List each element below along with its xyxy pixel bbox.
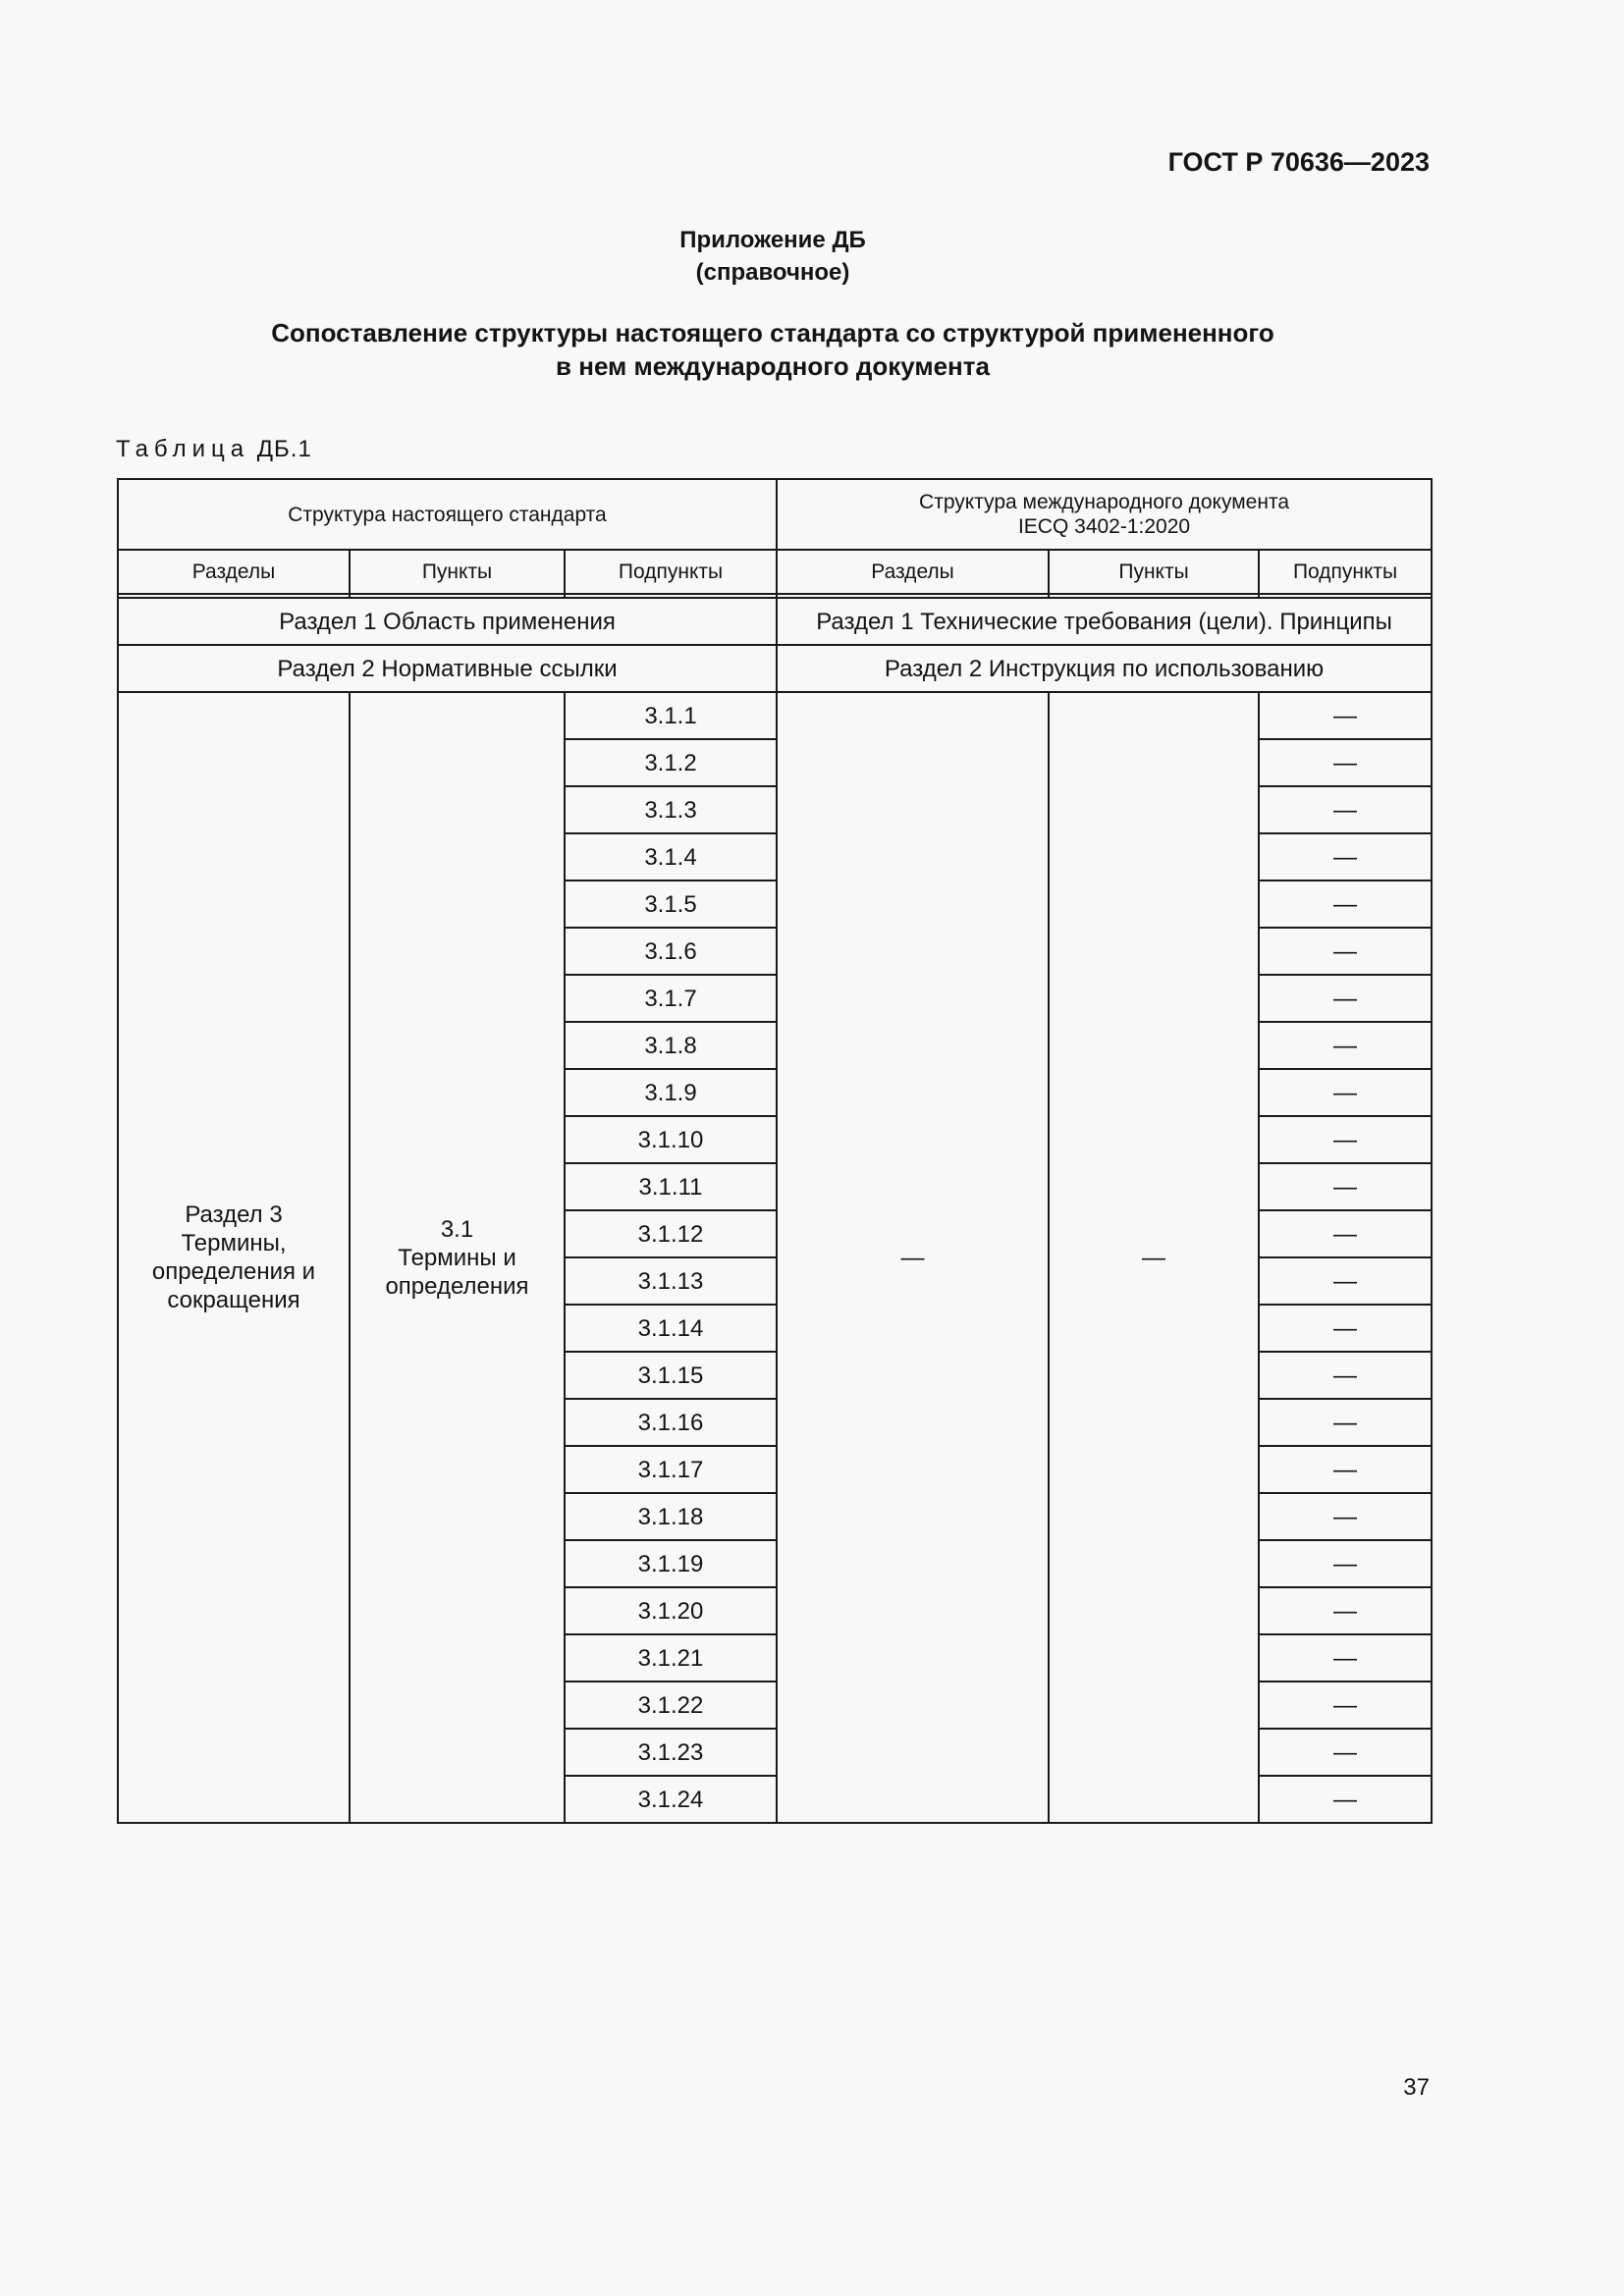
subclause-number: 3.1.19 [565, 1540, 777, 1587]
group-header-international-line-2: IECQ 3402-1:2020 [1017, 515, 1191, 538]
section-cell-international: Раздел 1 Технические требования (цели). Принципы [777, 598, 1432, 645]
group-header-international [777, 479, 1432, 550]
column-header: Подпункты [1259, 550, 1432, 594]
table-caption-word: Таблица [116, 436, 250, 462]
subclause-number: 3.1.7 [565, 975, 777, 1022]
subclause-number: 3.1.24 [565, 1776, 777, 1823]
subclause-number: 3.1.10 [565, 1116, 777, 1163]
intl-subclause-cell: — [1259, 1540, 1432, 1587]
page-number: 37 [1403, 2074, 1430, 2101]
clause-3-1-line: Термины и [398, 1244, 516, 1271]
section-row [118, 598, 1432, 645]
column-header: Пункты [350, 550, 565, 594]
subclause-number: 3.1.8 [565, 1022, 777, 1069]
structure-comparison-table [117, 478, 1433, 1824]
intl-section-cell [777, 692, 1049, 1823]
intl-subclause-cell: — [1259, 1587, 1432, 1634]
subclause-number: 3.1.13 [565, 1257, 777, 1305]
column-header: Разделы [777, 550, 1049, 594]
subclause-number: 3.1.15 [565, 1352, 777, 1399]
subclause-number: 3.1.2 [565, 739, 777, 786]
intl-subclause-cell: — [1259, 1399, 1432, 1446]
table-caption [116, 436, 312, 463]
section-3-line: Раздел 3 [185, 1201, 283, 1228]
intl-subclause-cell: — [1259, 1682, 1432, 1729]
intl-subclause-cell: — [1259, 1163, 1432, 1210]
subclause-number: 3.1.22 [565, 1682, 777, 1729]
intl-section-dash: — [900, 1244, 925, 1271]
subclause-number: 3.1.18 [565, 1493, 777, 1540]
intl-subclause-cell: — [1259, 833, 1432, 881]
subclause-number: 3.1.4 [565, 833, 777, 881]
clause-3-1-cell [350, 692, 565, 1823]
subclause-row [118, 692, 1432, 739]
intl-clause-cell [1049, 692, 1259, 1823]
subclause-number: 3.1.21 [565, 1634, 777, 1682]
intl-subclause-cell: — [1259, 1446, 1432, 1493]
subclause-number: 3.1.20 [565, 1587, 777, 1634]
document-code: ГОСТ Р 70636—2023 [1167, 147, 1430, 177]
intl-subclause-cell: — [1259, 1729, 1432, 1776]
subclause-number: 3.1.16 [565, 1399, 777, 1446]
intl-subclause-cell: — [1259, 1069, 1432, 1116]
intl-subclause-cell: — [1259, 1352, 1432, 1399]
subclause-number: 3.1.9 [565, 1069, 777, 1116]
column-header-row [118, 550, 1432, 594]
clause-3-1-line: 3.1 [440, 1215, 474, 1243]
section-3-line: сокращения [167, 1287, 300, 1313]
intl-subclause-cell: — [1259, 928, 1432, 975]
clause-3-1-line: определения [385, 1272, 529, 1300]
intl-subclause-cell: — [1259, 1493, 1432, 1540]
intl-subclause-cell: — [1259, 1210, 1432, 1257]
intl-subclause-cell: — [1259, 1305, 1432, 1352]
intl-subclause-cell: — [1259, 692, 1432, 739]
intl-subclause-cell: — [1259, 786, 1432, 833]
subclause-number: 3.1.3 [565, 786, 777, 833]
intl-subclause-cell: — [1259, 1257, 1432, 1305]
intl-subclause-cell: — [1259, 1776, 1432, 1823]
subclause-number: 3.1.17 [565, 1446, 777, 1493]
title-line-1: Сопоставление структуры настоящего стандарта со структурой примененного [271, 318, 1274, 347]
subclause-number: 3.1.12 [565, 1210, 777, 1257]
intl-subclause-cell: — [1259, 881, 1432, 928]
intl-subclause-cell: — [1259, 1116, 1432, 1163]
group-header-national: Структура настоящего стандарта [118, 479, 777, 550]
section-cell-national: Раздел 2 Нормативные ссылки [118, 645, 777, 692]
subclause-number: 3.1.1 [565, 692, 777, 739]
table-caption-number: ДБ.1 [256, 436, 312, 462]
subclause-number: 3.1.14 [565, 1305, 777, 1352]
section-3-cell [118, 692, 350, 1823]
annex-heading [0, 224, 1545, 289]
column-header: Пункты [1049, 550, 1259, 594]
section-row [118, 645, 1432, 692]
title-line-2: в нем международного документа [556, 351, 990, 381]
intl-subclause-cell: — [1259, 1634, 1432, 1682]
subclause-number: 3.1.6 [565, 928, 777, 975]
intl-clause-dash: — [1142, 1244, 1166, 1271]
annex-title: Приложение ДБ [679, 227, 866, 253]
column-header: Разделы [118, 550, 350, 594]
subclause-number: 3.1.5 [565, 881, 777, 928]
document-title [0, 316, 1545, 383]
section-cell-international: Раздел 2 Инструкция по использованию [777, 645, 1432, 692]
column-header: Подпункты [565, 550, 777, 594]
intl-subclause-cell: — [1259, 975, 1432, 1022]
intl-subclause-cell: — [1259, 1022, 1432, 1069]
subclause-number: 3.1.11 [565, 1163, 777, 1210]
annex-subtitle: (справочное) [695, 259, 850, 286]
section-3-line: определения и [151, 1258, 316, 1285]
section-cell-national: Раздел 1 Область применения [118, 598, 777, 645]
section-3-line: Термины, [181, 1230, 287, 1256]
intl-subclause-cell: — [1259, 739, 1432, 786]
subclause-number: 3.1.23 [565, 1729, 777, 1776]
group-header-international-line-1: Структура международного документа [919, 491, 1290, 513]
group-header-row [118, 479, 1432, 550]
